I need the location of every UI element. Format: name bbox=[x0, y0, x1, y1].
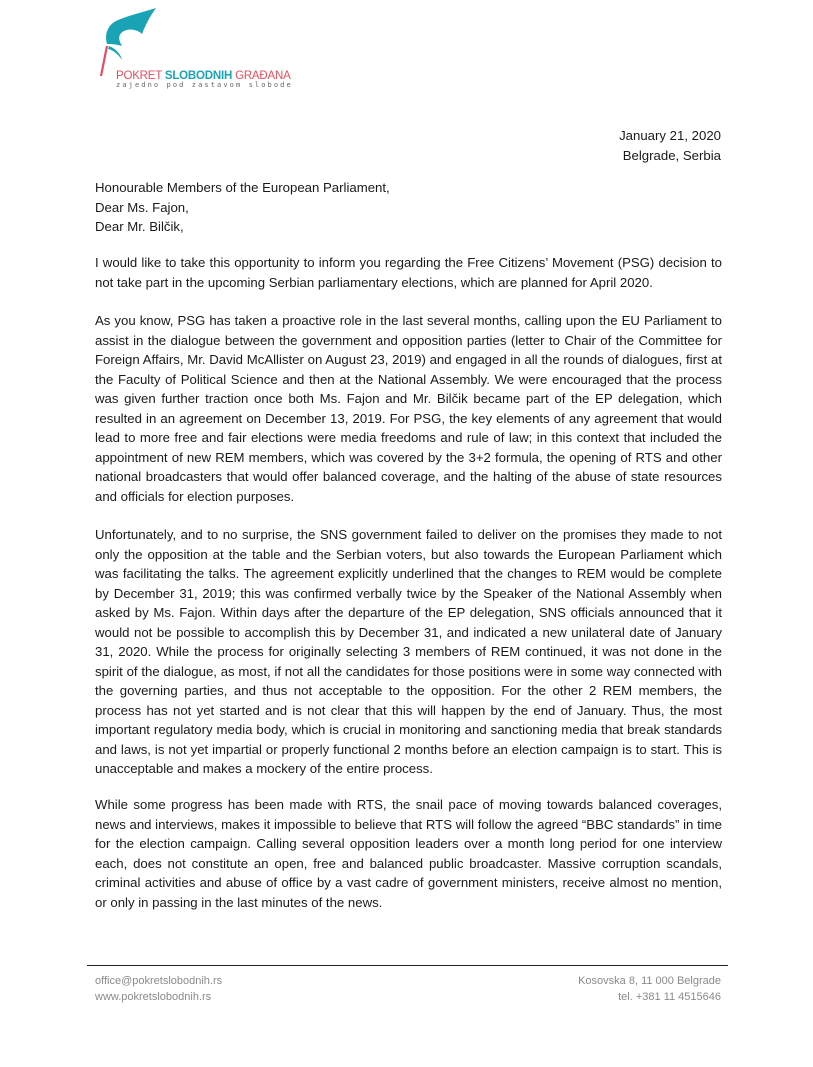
footer-contact bbox=[95, 973, 222, 1005]
logo-word-slobodnih: SLOBODNIH bbox=[164, 70, 236, 82]
body-paragraph: Unfortunately, and to no surprise, the SNS government failed to deliver on the promises they made to not only the opposition at the table and the Serbian voters, but also towards the European Parliament which was facilitating the talks. The agreement explicitly underlined that the changes to REM would be complete by December 31, 2019; this was confirmed verbally twice by the Speaker of the National Assembly when asked by Ms. Fajon. Within days after the departure of the EP delegation, SNS officials announced that it would not be possible to accomplish this by December 31, and indicated a new unilateral date of January 31, 2020. While the process for originally selecting 3 members of REM continued, it was not done in the spirit of the dialogue, as most, if not all the candidates for those positions were in some way connected with the governing parties, and thus not acceptable to the opposition. For the other 2 REM members, the process has not yet started and is not clear that this will happen by the end of January. Thus, the most important regulatory media body, which is crucial in monitoring and sanctioning media that break standards and laws, is not yet impartial or properly functional 2 months before an election campaign is to start. This is unacceptable and makes a mockery of the entire process. bbox=[95, 527, 722, 776]
salutation bbox=[95, 178, 722, 237]
date-block bbox=[619, 126, 721, 165]
letter-date: January 21, 2020 bbox=[619, 128, 721, 143]
footer-website: www.pokretslobodnih.rs bbox=[95, 991, 212, 1003]
footer-address: Kosovska 8, 11 000 Belgrade bbox=[578, 975, 721, 987]
body-paragraph: As you know, PSG has taken a proactive role in the last several months, calling upon the EU Parliament to assist in the dialogue between the government and opposition parties (letter to Chair of the Committee for Foreign Affairs, Mr. David McAllister on August 23, 2019) and engaged in all the rounds of dialogues, first at the Faculty of Political Science and then at the National Assembly. We were encouraged that the process was given further traction once both Ms. Fajon and Mr. Bilčik became part of the EP delegation, which resulted in an agreement on December 13, 2019. For PSG, the key elements of any agreement that would lead to more free and fair elections were media freedoms and rule of law; in this context that included the appointment of new REM members, which was covered by the 3+2 formula, the opening of RTS and other national broadcasters that would offer balanced coverage, and the halting of the abuse of state resources and officials for election purposes. bbox=[95, 313, 722, 504]
logo-tagline: zajedno pod zastavom slobode bbox=[116, 81, 293, 89]
salutation-line: Dear Ms. Fajon, bbox=[95, 199, 189, 215]
salutation-line: Dear Mr. Bilčik, bbox=[95, 219, 184, 234]
footer-email: office@pokretslobodnih.rs bbox=[95, 975, 223, 987]
footer-divider bbox=[87, 965, 728, 966]
body-paragraph: While some progress has been made with RTS, the snail pace of moving towards balanced coverages, news and interviews, makes it impossible to believe that RTS will follow the agreed “BBC standards” in time for the election campaign. Calling several opposition leaders over a month long period for one interview each, does not constitute an open, free and balanced public broadcaster. Massive corruption scandals, criminal activities and abuse of office by a vast cadre of government ministers, receive almost no mention, or only in passing in the last minutes of the news. bbox=[95, 797, 722, 910]
footer-address-block bbox=[578, 973, 721, 1005]
party-logo bbox=[98, 4, 293, 89]
salutation-line: Honourable Members of the European Parliament, bbox=[95, 180, 390, 195]
logo-word-pokret: POKRET bbox=[116, 70, 165, 82]
letter-place: Belgrade, Serbia bbox=[622, 147, 721, 163]
logo-word-gradjana: GRAĐANA bbox=[235, 70, 291, 82]
body-paragraph: I would like to take this opportunity to inform you regarding the Free Citizens’ Movement (PSG) decision to not take part in the upcoming Serbian parliamentary elections, which are planned for April 2020. bbox=[95, 255, 722, 290]
footer-phone: tel. +381 11 4515646 bbox=[618, 991, 721, 1003]
